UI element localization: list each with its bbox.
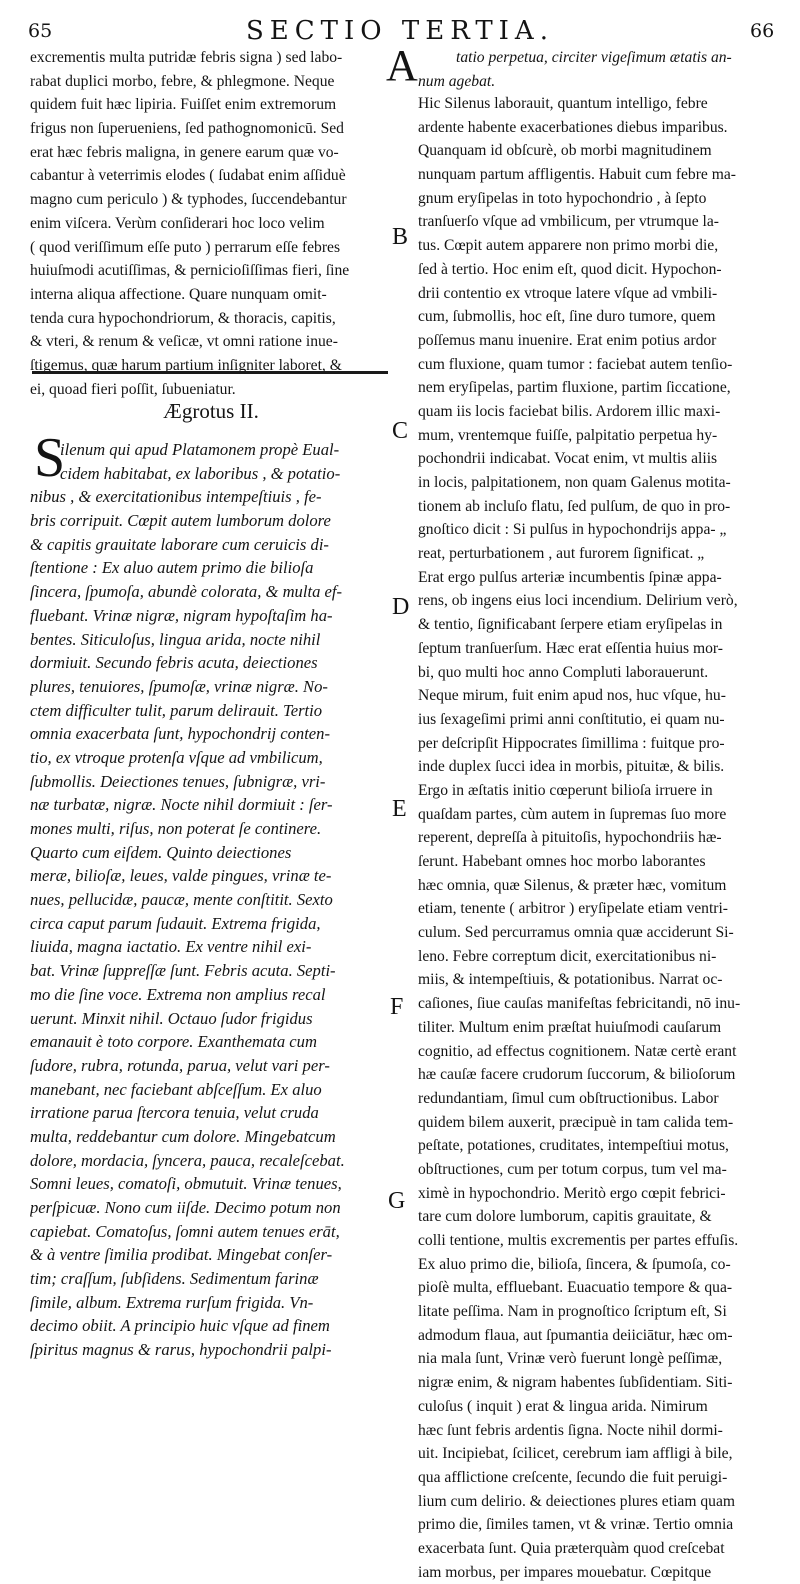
text-line: exacerbata ſunt. Quia præterquàm quod creſcebat: [418, 1539, 725, 1557]
text-line: & tentio, ſignificabant ſerpere etiam eryſipelas in: [418, 616, 723, 634]
text-line: Quarto cum eiſdem. Quinto deiectiones: [30, 842, 292, 862]
text-line: Quanquam id obſcurè, ob morbi magnitudinem: [418, 142, 712, 160]
text-line: ilenum qui apud Platamonem propè Eual-: [60, 440, 340, 459]
text-line: & à ventre ſimilia prodibat. Mingebat conſer-: [30, 1245, 333, 1265]
text-line: mum, vrentemque fuiſſe, palpitatio perpetua hy-: [418, 426, 718, 444]
left-column-top: [30, 46, 392, 401]
text-line: hæc ſunt febris ardentis ſigna. Nocte nihil dormi-: [418, 1421, 723, 1439]
text-line: hæ cauſæ facere crudorum ſuccorum, & bilioſorum: [418, 1066, 736, 1084]
text-line: pochondrii indicabat. Vocat enim, vt multis aliis: [418, 450, 718, 468]
case-narrative: [30, 438, 392, 1362]
margin-letter-F: F: [390, 994, 404, 1020]
running-head-title: SECTIO TERTIA.: [246, 16, 554, 46]
text-line: tenda cura hypochondriorum, & thoracis, capitis,: [30, 309, 336, 327]
text-line: poſſemus manu inuenire. Erat enim potius ardor: [418, 331, 717, 349]
text-line: tim; craſſum, ſubſidens. Sedimentum farinæ: [30, 1269, 319, 1289]
text-line: litate peſſima. Nam in prognoſtico ſcriptum eſt, Si: [418, 1303, 727, 1321]
right-column-top: [418, 46, 780, 93]
text-line: ſerunt. Habebant omnes hoc morbo laborantes: [418, 853, 706, 870]
text-line: fluebant. Vrinæ nigræ, nigram hypoſtaſim ha-: [30, 605, 333, 625]
text-line: tus. Cœpit autem apparere non primo morbi die,: [418, 237, 719, 255]
text-line: gnum eryſipelas in toto hypochondrio , à ſepto: [418, 189, 707, 207]
text-line: reperent, depreſſa à pituitoſis, hypochondriis hæ-: [418, 829, 722, 847]
text-line: decimo obiit. A principio huic vſque ad finem: [30, 1316, 330, 1336]
text-line: frigus non ſuperueniens, ſed pathognomonicū. Sed: [30, 120, 344, 138]
text-line: irratione parua ſtercora tenuia, velut cruda: [30, 1103, 319, 1123]
text-line: næ turbatæ, nigræ. Nocte nihil dormiuit : ſer-: [30, 795, 333, 815]
text-line: plures, tenuiores, ſpumoſæ, vrinæ nigræ. No-: [30, 676, 328, 696]
text-line: tiliter. Multum enim præſtat huiuſmodi cauſarum: [418, 1018, 722, 1036]
text-line: mo die ſine voce. Extrema non amplius recal: [30, 984, 326, 1004]
commentary-text: [418, 92, 780, 1584]
text-line: quaſdam partes, cùm autem in ſupremas ſuo more: [418, 805, 727, 823]
page-number-right: 66: [750, 20, 775, 42]
text-line: mones multi, riſus, non poterat ſe continere.: [30, 819, 322, 838]
text-line: ius ſexageſimi primi anni conſtitutio, ei quam nu-: [418, 710, 725, 728]
text-line: magno cum periculo ) & typhodes, ſuccendebantur: [30, 191, 347, 209]
text-line: in locis, palpitationem, non quam Galenus motita-: [418, 474, 731, 491]
text-line: tionem ab incluſo flatu, ſed pulſum, de quo in pro-: [418, 497, 731, 515]
case-heading: Ægrotus II.: [163, 399, 259, 423]
text-line: leno. Febre correptum dicit, exercitationibus ni-: [418, 947, 717, 965]
text-line: admodum flaua, aut ſpumantia deiiciātur, hæc om-: [418, 1326, 733, 1344]
text-line: nues, pellucidæ, paucæ, mente conſtitit. Sexto: [30, 890, 333, 910]
text-line: ſtigemus, quæ harum partium inſigniter laboret, &: [30, 356, 342, 374]
text-line: uerunt. Minxit nihil. Octauo ſudor frigidus: [30, 1008, 313, 1028]
text-line: bris corripuit. Cœpit autem lumborum dolore: [30, 511, 331, 531]
text-line: huiuſmodi acutiſſimas, & pernicioſiſſimas fieri, ſine: [30, 262, 350, 280]
text-line: bentes. Siticuloſus, lingua arida, nocte nihil: [30, 629, 321, 649]
text-line: nibus , & exercitationibus intempeſtiuis , fe-: [30, 487, 322, 507]
text-line: Erat ergo pulſus arteriæ incumbentis ſpinæ appa-: [418, 568, 722, 586]
drop-capital: S: [34, 427, 66, 489]
text-line: nem eryſipelas, partim fluxione, partim ſiccatione,: [418, 379, 731, 397]
text-line: caſiones, ſiue cauſas manifeſtas febricitandi, nō inu-: [418, 995, 741, 1013]
text-line: per deſcripſit Hippocrates ſimillima : fuitque pro-: [418, 734, 725, 752]
text-line: ſudore, rubra, rotunda, parua, velut vari per-: [30, 1055, 330, 1075]
text-line: rens, ob ingens eius loci incendium. Delirium verò,: [418, 592, 738, 610]
text-line: dormiuit. Secundo febris acuta, deiectiones: [30, 653, 318, 673]
text-line: circa caput parum ſudauit. Extrema frigida,: [30, 913, 321, 933]
text-line: rabat duplici morbo, febre, & phlegmone. Neque: [30, 72, 335, 90]
text-line: quidem bilem auxerit, præcipuè in tam calida tem-: [418, 1113, 734, 1131]
text-line: tare cum dolore lumborum, capitis grauitate, &: [418, 1208, 712, 1226]
text-line: liuida, magna iactatio. Ex ventre nihil exi-: [30, 937, 312, 957]
page-number-left: 65: [28, 20, 53, 42]
text-line: multa, reddebantur cum dolore. Mingebatcum: [30, 1126, 336, 1146]
text-line: Ergo in æſtatis initio cœperunt bilioſa irruere in: [418, 781, 713, 799]
text-line: inde duplex ſucci idea in morbis, pituitæ, & bilis.: [418, 758, 725, 776]
text-line: omnia exacerbata ſunt, hypochondrij conten-: [30, 724, 331, 744]
text-line: num agebat.: [418, 72, 496, 90]
text-line: ctem difficulter tulit, parum delirauit. Tertio: [30, 700, 323, 720]
text-line: ſed à tertio. Hoc enim eſt, quod dicit. Hypochon-: [418, 260, 722, 278]
text-line: ſimile, album. Extrema rurſum frigida. Vn-: [30, 1292, 314, 1312]
margin-letter-A: A: [386, 41, 418, 90]
text-line: perſpicuæ. Nono cum iiſde. Decimo potum non: [30, 1198, 341, 1217]
text-line: gnoſtico dicit : Si pulſus in hypochondrijs appa- „: [418, 521, 727, 539]
text-line: excrementis multa putridæ febris signa ) sed labo-: [30, 49, 343, 66]
text-line: ximè in hypochondrio. Meritò ergo cœpit febrici-: [418, 1184, 726, 1202]
text-line: obſtructiones, cum per totum corpus, tum vel ma-: [418, 1160, 727, 1178]
text-line: drii contentio ex vtroque latere vſque ad vmbili-: [418, 284, 718, 302]
margin-letter-B: B: [392, 224, 409, 250]
text-line: colli tentione, multis excrementis per partes effuſis.: [418, 1232, 739, 1249]
text-line: nunquam partum affligentis. Habuit cum febre ma-: [418, 166, 736, 184]
text-line: cum fluxione, quam tumor : faciebat autem tenſio-: [418, 355, 733, 373]
text-line: dolore, mordacia, ſyncera, pauca, recaleſcebat.: [30, 1150, 345, 1170]
text-line: primo die, ſimiles tamen, vt & vrinæ. Tertio omnia: [418, 1516, 734, 1534]
text-line: quidem fuit hæc lipiria. Fuiſſet enim extremorum: [30, 96, 337, 114]
text-line: nia mala ſunt, Vrinæ verò fuerunt longè peſſimæ,: [418, 1350, 723, 1368]
text-line: cum, ſubmollis, hoc eſt, ſine duro tumore, quem: [418, 308, 716, 326]
text-line: ſincera, ſpumoſa, abundè colorata, & multa ef-: [30, 582, 343, 602]
margin-letter-G: G: [388, 1188, 406, 1214]
text-line: meræ, bilioſæ, leues, valde pingues, vrinæ te-: [30, 866, 332, 886]
text-line: culoſus ( inquit ) erat & lingua arida. Nimirum: [418, 1397, 708, 1415]
text-line: ei, quoad fieri poſſit, ſubueniatur.: [30, 380, 236, 398]
text-line: cabantur à veterrimis elodes ( ſudabat enim aſſiduè: [30, 167, 346, 185]
text-line: bat. Vrinæ ſuppreſſæ ſunt. Febris acuta. Septi-: [30, 961, 336, 981]
text-line: reat, perturbationem , aut furorem ſignificat. „: [418, 545, 705, 563]
text-line: tranſuerſo vſque ad vmbilicum, per vtrumque la-: [418, 213, 719, 231]
text-line: ſtentione : Ex aluo autem primo die bilioſa: [30, 558, 314, 578]
text-line: redundantiam, ſimul cum obſtructionibus. Labor: [418, 1089, 719, 1107]
text-line: culum. Sed percurramus omnia quæ acciderunt Si-: [418, 924, 734, 942]
text-line: & vteri, & renum & veſicæ, vt omni ratione inue-: [30, 333, 338, 351]
text-line: lium cum delirio. & deiectiones plures etiam quam: [418, 1492, 735, 1510]
text-line: bi, quo multi hoc anno Compluti laborauerunt.: [418, 663, 709, 681]
text-line: miis, & intempeſtiuis, & potationibus. Narrat oc-: [418, 971, 723, 989]
text-line: iam morbus, per impares mouebatur. Cœpitque: [418, 1563, 712, 1581]
text-line: Ex aluo primo die, bilioſa, ſincera, & ſpumoſa, co-: [418, 1255, 731, 1273]
text-line: ſpiritus magnus & rarus, hypochondrii palpi-: [30, 1340, 332, 1360]
margin-letter-C: C: [392, 418, 409, 444]
text-line: tatio perpetua, circiter vigeſimum ætatis an-: [456, 49, 732, 66]
text-line: peſtate, potationes, cruditates, intempeſtiui motus,: [418, 1137, 729, 1155]
text-line: Somni leues, comatoſi, obmutuit. Vrinæ tenues,: [30, 1174, 342, 1194]
section-divider: [32, 371, 388, 374]
margin-letter-E: E: [392, 796, 407, 822]
text-line: ſubmollis. Deiectiones tenues, ſubnigræ, vri-: [30, 771, 326, 791]
text-line: uit. Incipiebat, ſcilicet, cerebrum iam affligi à bile,: [418, 1445, 733, 1463]
text-line: manebant, nec faciebant abſceſſum. Ex aluo: [30, 1079, 322, 1099]
text-line: capiebat. Comatoſus, ſomni autem tenues erāt,: [30, 1221, 340, 1241]
text-line: ardente habente exacerbationes diebus imparibus.: [418, 118, 728, 136]
text-line: quam iis locis faciebat bilis. Ardorem illic maxi-: [418, 402, 721, 420]
margin-letter-D: D: [392, 594, 410, 620]
text-line: hæc omnia, quæ Silenus, & præter hæc, vomitum: [418, 876, 727, 894]
text-line: tio, ex vtroque protenſa vſque ad vmbilicum,: [30, 747, 323, 767]
text-line: ſeptum tranſuerſum. Hæc erat eſſentia huius mor-: [418, 639, 723, 657]
text-line: cognitio, ad effectus cognitionem. Natæ certè erant: [418, 1042, 737, 1060]
text-line: qua afflictione creſcente, ſecundo die fuit peruigi-: [418, 1468, 728, 1486]
text-line: cidem habitabat, ex laboribus , & potatio-: [60, 463, 341, 483]
text-line: ( quod veriſſimum eſſe puto ) perrarum eſſe febres: [30, 238, 341, 256]
text-line: enim viſcera. Verùm conſiderari hoc loco velim: [30, 214, 325, 232]
text-line: Hic Silenus laborauit, quantum intelligo, febre: [418, 95, 708, 112]
text-line: emanauit è toto corpore. Exanthemata cum: [30, 1032, 317, 1052]
text-line: interna aliqua affectione. Quare nunquam omit-: [30, 285, 327, 303]
text-line: pioſè multa, effluebant. Euacuatio tempore & qua-: [418, 1279, 733, 1297]
text-line: erat hæc febris maligna, in genere earum quæ vo-: [30, 143, 339, 161]
text-line: Neque mirum, fuit enim apud nos, huc vſque, hu-: [418, 687, 726, 705]
text-line: & capitis grauitate laborare cum ceruicis di-: [30, 534, 329, 554]
text-line: etiam, tenente ( arbitror ) eryſipelate etiam ventri-: [418, 900, 728, 918]
text-line: nigræ enim, & nigram habentes ſubſidentiam. Siti-: [418, 1374, 733, 1392]
